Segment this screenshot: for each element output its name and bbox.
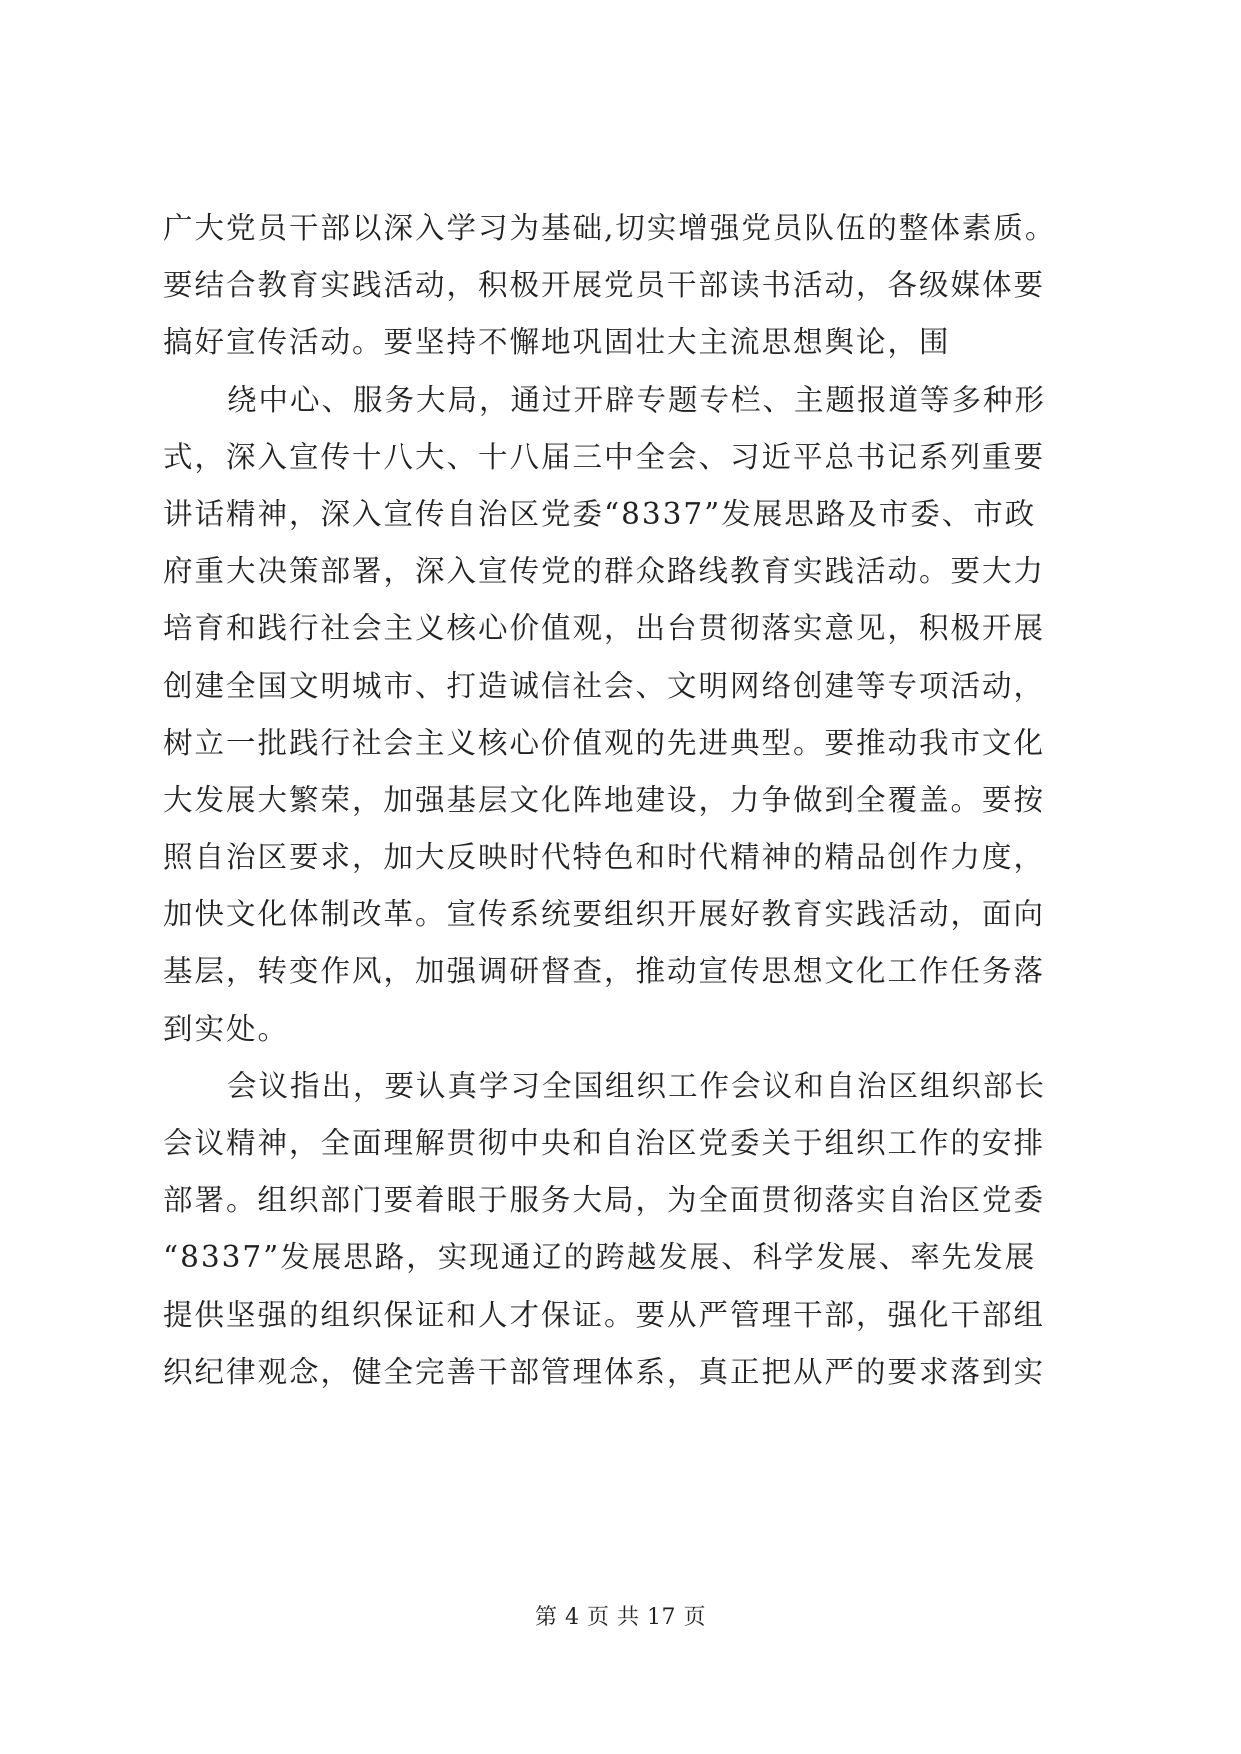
text-line: 会议指出，要认真学习全国组织工作会议和自治区组织部长 [227,1068,1047,1103]
document-body [163,200,1083,1401]
text-line: 部署。组织部门要着眼于服务大局，为全面贯彻落实自治区党委 [163,1183,1046,1218]
text-line: 树立一批践行社会主义核心价值观的先进典型。要推动我市文化 [163,725,1046,760]
text-line: 会议精神，全面理解贯彻中央和自治区党委关于组织工作的安排 [163,1126,1046,1160]
text-line: 讲话精神，深入宣传自治区党委“8337”发展思路及市委、市政 [163,496,1037,531]
text-line: 广大党员干部以深入学习为基础,切实增强党员队伍的整体素质。 [163,211,1057,245]
text-line: 照自治区要求，加大反映时代特色和时代精神的精品创作力度， [163,840,1046,875]
text-line: 大发展大繁荣，加强基层文化阵地建设，力争做到全覆盖。要按 [163,782,1046,817]
text-line: 提供坚强的组织保证和人才保证。要从严管理干部，强化干部组 [163,1297,1046,1332]
text-line: 到实处。 [163,1011,290,1046]
text-line: 府重大决策部署，深入宣传党的群众路线教育实践活动。要大力 [163,554,1046,589]
text-line: 绕中心、服务大局，通过开辟专题专栏、主题报道等多种形 [227,382,1047,417]
text-line: 要结合教育实践活动，积极开展党员干部读书活动，各级媒体要 [163,268,1046,303]
text-line: 搞好宣传活动。要坚持不懈地巩固壮大主流思想舆论，围 [163,325,951,360]
text-line: “8337”发展思路，实现通辽的跨越发展、科学发展、率先发展 [163,1240,1037,1275]
text-line: 培育和践行社会主义核心价值观，出台贯彻落实意见，积极开展 [163,611,1046,646]
text-line: 织纪律观念，健全完善干部管理体系，真正把从严的要求落到实 [163,1354,1046,1389]
text-line: 式，深入宣传十八大、十八届三中全会、习近平总书记系列重要 [163,439,1046,474]
text-line: 基层，转变作风，加强调研督查，推动宣传思想文化工作任务落 [163,954,1046,989]
page-footer: 第 4 页 共 17 页 [535,1605,706,1630]
text-line: 加快文化体制改革。宣传系统要组织开展好教育实践活动，面向 [163,897,1046,932]
text-line: 创建全国文明城市、打造诚信社会、文明网络创建等专项活动， [163,668,1046,703]
